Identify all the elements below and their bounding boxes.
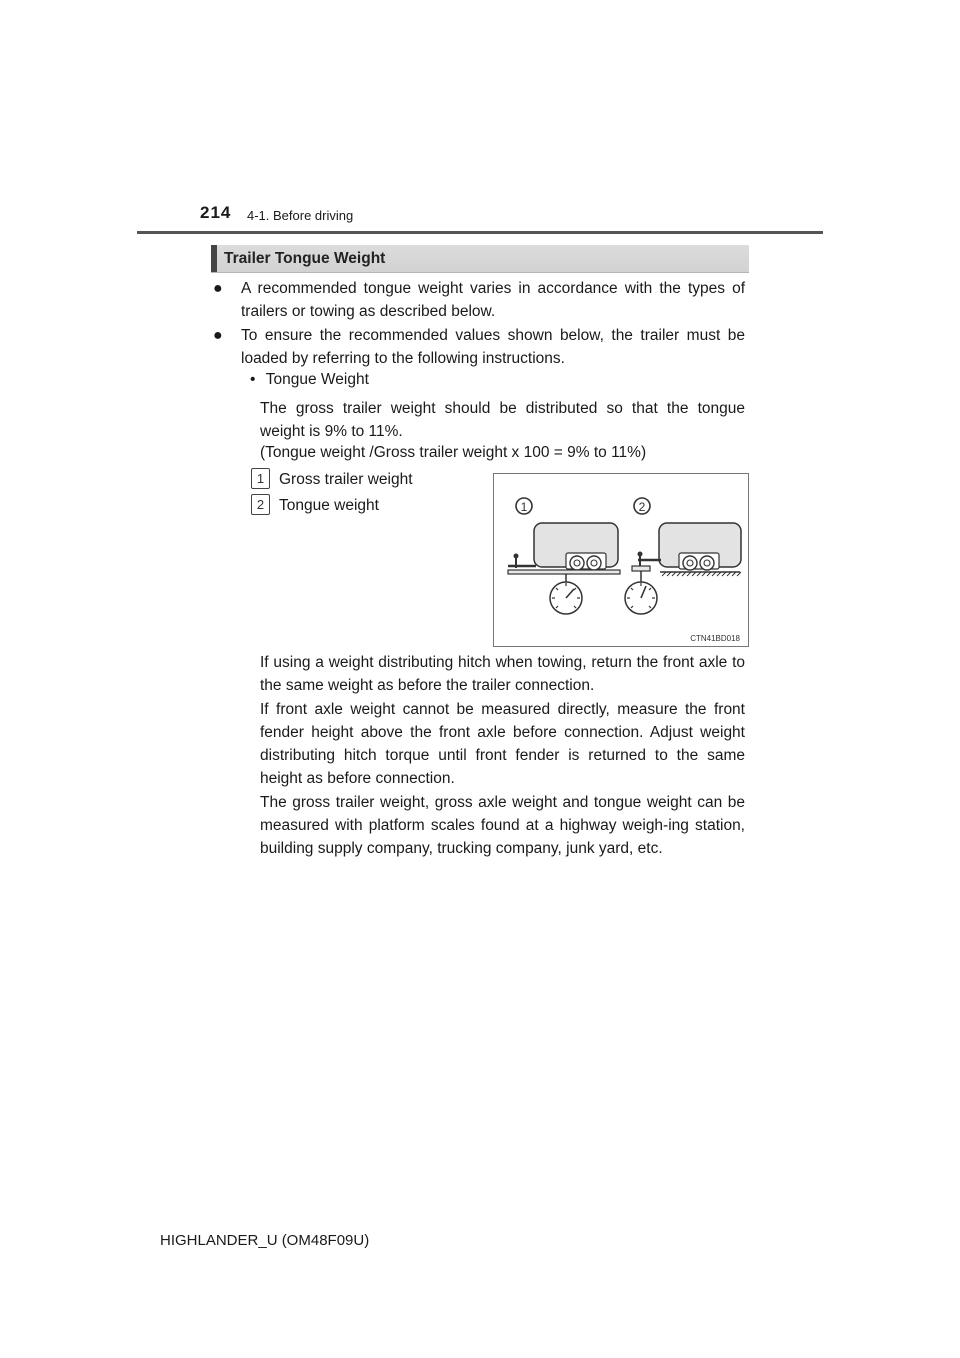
bullet-icon: ● <box>213 280 223 297</box>
section-title: Trailer Tongue Weight <box>224 250 386 267</box>
figure-code: CTN41BD018 <box>690 634 740 643</box>
trailer-weight-figure <box>493 473 749 647</box>
callout-number: 1 <box>251 468 270 489</box>
marker-number: 2 <box>638 500 646 514</box>
trailer-wheel <box>700 556 714 570</box>
sub-bullet-label: Tongue Weight <box>265 371 369 388</box>
body-paragraph: If front axle weight cannot be measured directly, measure the front fender height above the front axle before connection. Adjust weight distributing hitch torque until front fender is returned to the same height as before connection. <box>260 701 745 787</box>
description-paragraph: The gross trailer weight should be distributed so that the tongue weight is 9% to 11%. <box>260 400 745 440</box>
trailer-wheel <box>587 556 601 570</box>
sub-bullet <box>250 371 369 389</box>
sub-bullet-dot-icon: • <box>250 371 256 388</box>
callout-item <box>251 494 379 515</box>
callout-item <box>251 468 413 489</box>
header-rule <box>137 231 823 234</box>
bullet-icon: ● <box>213 327 223 344</box>
callout-label: Tongue weight <box>279 497 379 514</box>
callout-number: 2 <box>251 494 270 515</box>
footer-model-code: HIGHLANDER_U (OM48F09U) <box>160 1232 370 1249</box>
body-paragraph: The gross trailer weight, gross axle weight and tongue weight can be measured with platform scales found at a highway weigh-ing station, building supply company, trucking company, junk yard, etc. <box>260 794 745 857</box>
trailer-wheel <box>570 556 584 570</box>
bullet-text: To ensure the recommended values shown below, the trailer must be loaded by referring to the following instructions. <box>241 327 745 367</box>
page-number: 214 <box>200 203 232 222</box>
bullet-item <box>213 324 745 370</box>
hitch-ball <box>514 554 519 559</box>
trailer-wheel <box>683 556 697 570</box>
bullet-text: A recommended tongue weight varies in accordance with the types of trailers or towing as described below. <box>241 280 745 320</box>
formula-line: (Tongue weight /Gross trailer weight x 100 = 9% to 11%) <box>260 444 647 461</box>
bullet-item <box>213 277 745 323</box>
right-trailer-assembly <box>625 523 741 614</box>
body-paragraph: If using a weight distributing hitch when towing, return the front axle to the same weight as before the trailer connection. <box>260 654 745 694</box>
scale-platform <box>508 570 620 574</box>
hitch-ball <box>638 552 643 557</box>
trailer-scale-illustration <box>494 474 748 646</box>
callout-label: Gross trailer weight <box>279 471 413 488</box>
section-label: 4-1. Before driving <box>247 208 354 223</box>
section-title-bar <box>211 245 749 273</box>
tongue-scale-pad <box>632 566 650 571</box>
marker-number: 1 <box>520 500 528 514</box>
left-trailer-assembly <box>508 523 620 614</box>
